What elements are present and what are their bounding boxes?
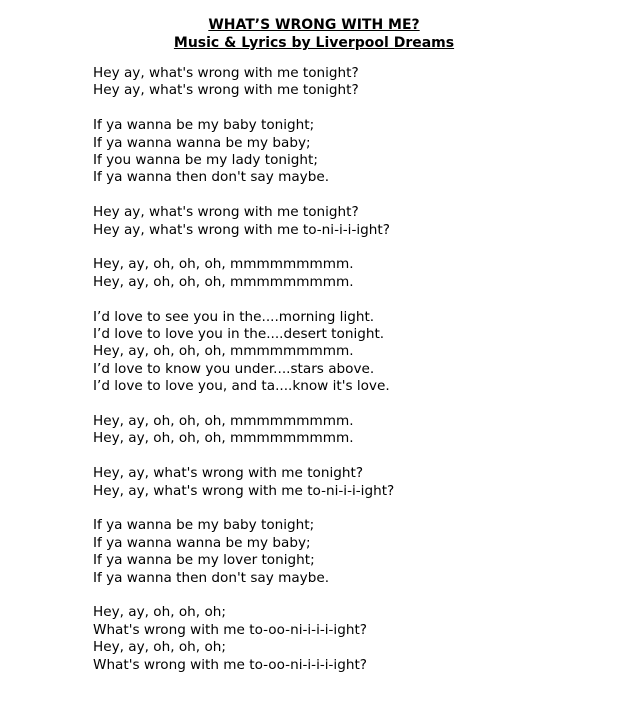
lyric-line: Hey, ay, oh, oh, oh, mmmmmmmmm. <box>93 273 354 290</box>
lyric-line: Hey, ay, oh, oh, oh; <box>93 639 226 656</box>
lyric-line: If ya wanna wanna be my baby; <box>93 534 311 551</box>
lyric-line: If ya wanna be my lover tonight; <box>93 552 315 569</box>
stanza <box>93 117 613 187</box>
lyric-line: What's wrong with me to-oo-ni-i-i-i-ight? <box>93 621 367 638</box>
stanza <box>93 465 613 500</box>
lyric-line: I’d love to know you under....stars above. <box>93 360 375 377</box>
lyric-line: Hey ay, what's wrong with me tonight? <box>93 65 359 81</box>
stanza <box>93 204 613 239</box>
song-title: WHAT’S WRONG WITH ME? <box>208 17 420 33</box>
lyric-line: Hey ay, what's wrong with me tonight? <box>93 82 359 99</box>
lyric-line: I’d love to see you in the....morning light. <box>93 308 375 325</box>
lyric-line: If ya wanna be my baby tonight; <box>93 517 315 534</box>
lyric-line: If ya wanna be my baby tonight; <box>93 117 315 134</box>
stanza <box>93 413 613 448</box>
lyric-line: If ya wanna then don't say maybe. <box>93 569 330 586</box>
lyric-line: If you wanna be my lady tonight; <box>93 152 318 169</box>
lyric-line: Hey, ay, oh, oh, oh, mmmmmmmmm. <box>93 413 354 430</box>
lyric-line: Hey, ay, what's wrong with me tonight? <box>93 465 364 482</box>
title-block <box>0 14 628 53</box>
stanza <box>93 256 613 291</box>
lyric-line: I’d love to love you in the....desert tonight. <box>93 326 385 343</box>
lyrics-body <box>93 65 613 691</box>
stanza <box>93 604 613 674</box>
lyric-line: Hey, ay, oh, oh, oh, mmmmmmmmm. <box>93 256 354 273</box>
lyric-line: I’d love to love you, and ta....know it's love. <box>93 378 390 395</box>
lyric-line: What's wrong with me to-oo-ni-i-i-i-ight? <box>93 656 367 673</box>
stanza <box>93 65 613 100</box>
lyric-line: Hey ay, what's wrong with me tonight? <box>93 204 359 221</box>
lyric-line: If ya wanna wanna be my baby; <box>93 134 311 151</box>
lyric-line: Hey, ay, oh, oh, oh, mmmmmmmmm. <box>93 343 354 360</box>
stanza <box>93 517 613 587</box>
lyric-line: Hey, ay, oh, oh, oh, mmmmmmmmm. <box>93 430 354 447</box>
lyric-line: Hey, ay, what's wrong with me to-ni-i-i-ight? <box>93 482 395 499</box>
lyric-line: If ya wanna then don't say maybe. <box>93 169 330 186</box>
lyric-line: Hey ay, what's wrong with me to-ni-i-i-ight? <box>93 221 390 238</box>
lyric-line: Hey, ay, oh, oh, oh; <box>93 604 226 621</box>
song-credit: Music & Lyrics by Liverpool Dreams <box>173 35 455 51</box>
stanza <box>93 309 613 396</box>
